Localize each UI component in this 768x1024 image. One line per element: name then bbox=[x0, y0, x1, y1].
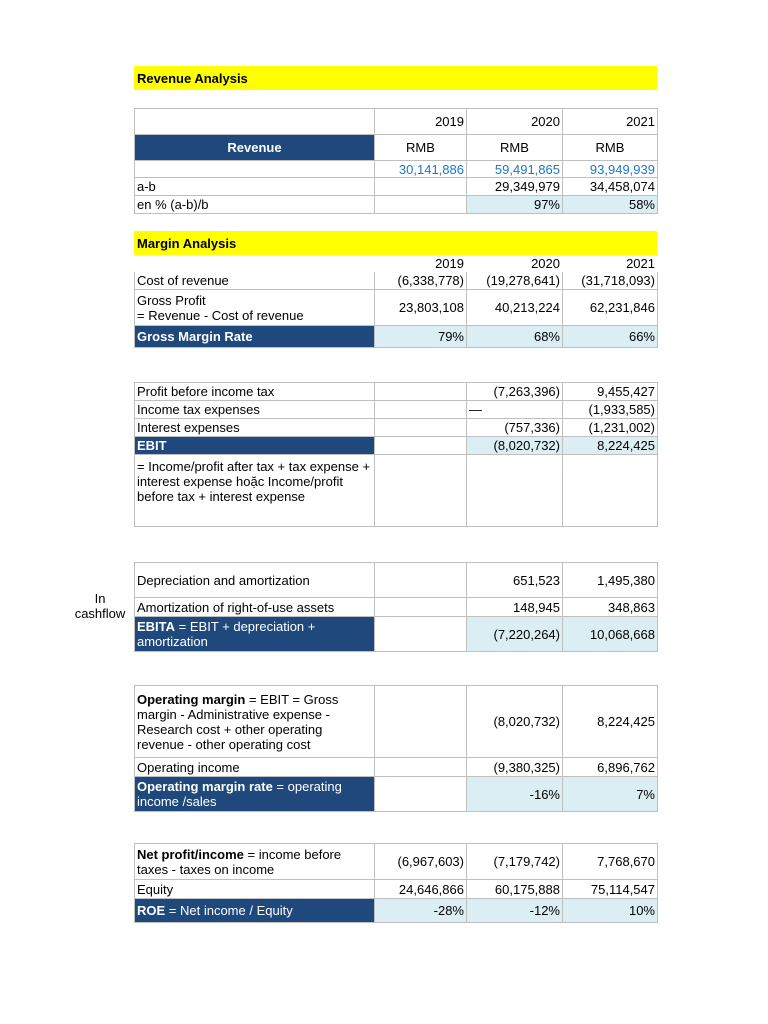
dep-label: Depreciation and amortization bbox=[135, 563, 375, 598]
empty-cell bbox=[135, 161, 375, 178]
empty-cell bbox=[135, 256, 375, 272]
operating-table bbox=[134, 685, 658, 812]
ebit-2020: (8,020,732) bbox=[467, 437, 563, 455]
rou-2020: 148,945 bbox=[467, 598, 563, 617]
equity-2020: 60,175,888 bbox=[467, 880, 563, 899]
dep-2019 bbox=[375, 563, 467, 598]
om-2020: (8,020,732) bbox=[467, 686, 563, 758]
ebita-row bbox=[135, 617, 658, 652]
diff-2019 bbox=[375, 178, 467, 196]
gross-rate-2019: 79% bbox=[375, 326, 467, 348]
dep-2021: 1,495,380 bbox=[563, 563, 658, 598]
gross-2021: 62,231,846 bbox=[563, 290, 658, 326]
interest-2019 bbox=[375, 419, 467, 437]
empty-cell bbox=[563, 455, 658, 527]
gross-rate-label: Gross Margin Rate bbox=[135, 326, 375, 348]
om-rate-row bbox=[135, 777, 658, 812]
revenue-2019: 30,141,886 bbox=[375, 161, 467, 178]
equity-label: Equity bbox=[135, 880, 375, 899]
om-rate-2021: 7% bbox=[563, 777, 658, 812]
ebit-2021: 8,224,425 bbox=[563, 437, 658, 455]
ebita-2020: (7,220,264) bbox=[467, 617, 563, 652]
revenue-label: Revenue bbox=[135, 135, 375, 161]
margin-year-row bbox=[135, 256, 658, 272]
om-rate-label-bold: Operating margin rate bbox=[137, 779, 273, 794]
ebit-formula-row bbox=[135, 455, 658, 527]
roe-label-formula: = Net income / Equity bbox=[165, 903, 293, 918]
pbt-row bbox=[135, 383, 658, 401]
cost-2019: (6,338,778) bbox=[375, 272, 467, 290]
roe-label-bold: ROE bbox=[137, 903, 166, 918]
gross-label-line-1: Gross Profit bbox=[137, 292, 206, 308]
ebit-2019 bbox=[375, 437, 467, 455]
om-2019 bbox=[375, 686, 467, 758]
margin-analysis-header bbox=[134, 231, 657, 255]
np-row bbox=[135, 844, 658, 880]
tax-2020: — bbox=[467, 401, 563, 419]
currency-2020: RMB bbox=[467, 135, 563, 161]
diff-row bbox=[135, 178, 658, 196]
equity-2021: 75,114,547 bbox=[563, 880, 658, 899]
rou-row bbox=[135, 598, 658, 617]
diff-label: a-b bbox=[135, 178, 375, 196]
gross-rate-2020: 68% bbox=[467, 326, 563, 348]
roe-label bbox=[135, 899, 375, 923]
cost-2021: (31,718,093) bbox=[563, 272, 658, 290]
pct-2021: 58% bbox=[563, 196, 658, 214]
np-label-formula: = income before taxes - taxes on income bbox=[137, 846, 342, 877]
gross-label bbox=[135, 290, 375, 326]
roe-2019: -28% bbox=[375, 899, 467, 923]
np-2019: (6,967,603) bbox=[375, 844, 467, 880]
np-2021: 7,768,670 bbox=[563, 844, 658, 880]
oi-label: Operating income bbox=[135, 758, 375, 777]
empty-cell bbox=[375, 455, 467, 527]
roe-row bbox=[135, 899, 658, 923]
om-label bbox=[135, 686, 375, 758]
roe-table bbox=[134, 843, 658, 923]
rou-label: Amortization of right-of-use assets bbox=[135, 598, 375, 617]
interest-2020: (757,336) bbox=[467, 419, 563, 437]
om-rate-2019 bbox=[375, 777, 467, 812]
year-2019: 2019 bbox=[375, 109, 467, 135]
revenue-2021: 93,949,939 bbox=[563, 161, 658, 178]
roe-2020: -12% bbox=[467, 899, 563, 923]
currency-2019: RMB bbox=[375, 135, 467, 161]
gross-row bbox=[135, 290, 658, 326]
margin-year-2021: 2021 bbox=[626, 256, 655, 271]
tax-2019 bbox=[375, 401, 467, 419]
tax-2021: (1,933,585) bbox=[563, 401, 658, 419]
interest-2021: (1,231,002) bbox=[563, 419, 658, 437]
equity-2019: 24,646,866 bbox=[375, 880, 467, 899]
year-2020: 2020 bbox=[467, 109, 563, 135]
cost-2020: (19,278,641) bbox=[467, 272, 563, 290]
gross-rate-2021: 66% bbox=[563, 326, 658, 348]
currency-2021: RMB bbox=[563, 135, 658, 161]
ebit-formula: = Income/profit after tax + tax expense + interest expense hoặc Income/profit before tax + interest expense bbox=[135, 455, 375, 527]
ebita-2019 bbox=[375, 617, 467, 652]
cost-label: Cost of revenue bbox=[135, 272, 375, 290]
dep-row bbox=[135, 563, 658, 598]
interest-label: Interest expenses bbox=[135, 419, 375, 437]
pct-label: en % (a-b)/b bbox=[135, 196, 375, 214]
om-rate-2020: -16% bbox=[467, 777, 563, 812]
pbt-2020: (7,263,396) bbox=[467, 383, 563, 401]
oi-2019 bbox=[375, 758, 467, 777]
year-2021: 2021 bbox=[563, 109, 658, 135]
equity-row bbox=[135, 880, 658, 899]
pct-row bbox=[135, 196, 658, 214]
tax-row bbox=[135, 401, 658, 419]
ebita-label-formula: = EBIT + depreciation + amortization bbox=[137, 619, 316, 649]
oi-2021: 6,896,762 bbox=[563, 758, 658, 777]
pbt-2021: 9,455,427 bbox=[563, 383, 658, 401]
revenue-values-row bbox=[135, 161, 658, 178]
om-2021: 8,224,425 bbox=[563, 686, 658, 758]
ebita-table bbox=[134, 562, 658, 652]
rou-2019 bbox=[375, 598, 467, 617]
revenue-analysis-title: Revenue Analysis bbox=[137, 70, 248, 86]
gross-label-line-2: = Revenue - Cost of revenue bbox=[137, 307, 304, 323]
gross-2020: 40,213,224 bbox=[467, 290, 563, 326]
om-rate-label-formula: = operating income /sales bbox=[137, 779, 342, 809]
diff-2021: 34,458,074 bbox=[563, 178, 658, 196]
ebit-table bbox=[134, 382, 658, 527]
np-2020: (7,179,742) bbox=[467, 844, 563, 880]
ebit-row bbox=[135, 437, 658, 455]
roe-2021: 10% bbox=[563, 899, 658, 923]
revenue-2020: 59,491,865 bbox=[467, 161, 563, 178]
margin-table bbox=[134, 255, 658, 348]
om-label-formula: = EBIT = Gross margin - Administrative expense - Research cost + other operating revenue - other operating cost bbox=[137, 691, 339, 752]
oi-row bbox=[135, 758, 658, 777]
om-label-bold: Operating margin bbox=[137, 691, 246, 707]
empty-cell bbox=[467, 455, 563, 527]
np-label-bold: Net profit/income bbox=[137, 846, 244, 862]
margin-year-2019: 2019 bbox=[435, 256, 464, 271]
pbt-2019 bbox=[375, 383, 467, 401]
ebita-label bbox=[135, 617, 375, 652]
diff-2020: 29,349,979 bbox=[467, 178, 563, 196]
gross-2019: 23,803,108 bbox=[375, 290, 467, 326]
om-row bbox=[135, 686, 658, 758]
ebita-label-bold: EBITA bbox=[137, 619, 176, 634]
margin-analysis-title: Margin Analysis bbox=[137, 235, 237, 251]
ebita-2021: 10,068,668 bbox=[563, 617, 658, 652]
year-row bbox=[135, 109, 658, 135]
dep-2020: 651,523 bbox=[467, 563, 563, 598]
pct-2019 bbox=[375, 196, 467, 214]
om-rate-label bbox=[135, 777, 375, 812]
pct-2020: 97% bbox=[467, 196, 563, 214]
margin-year-2020: 2020 bbox=[531, 256, 560, 271]
rou-2021: 348,863 bbox=[563, 598, 658, 617]
empty-cell bbox=[135, 109, 375, 135]
cost-row bbox=[135, 272, 658, 290]
pbt-label: Profit before income tax bbox=[135, 383, 375, 401]
np-label bbox=[135, 844, 375, 880]
gross-rate-row bbox=[135, 326, 658, 348]
revenue-table bbox=[134, 108, 658, 214]
ebit-label: EBIT bbox=[135, 437, 375, 455]
oi-2020: (9,380,325) bbox=[467, 758, 563, 777]
tax-label: Income tax expenses bbox=[135, 401, 375, 419]
interest-row bbox=[135, 419, 658, 437]
currency-row bbox=[135, 135, 658, 161]
revenue-analysis-header bbox=[134, 66, 657, 90]
in-cashflow-note: In cashflow bbox=[74, 591, 126, 621]
